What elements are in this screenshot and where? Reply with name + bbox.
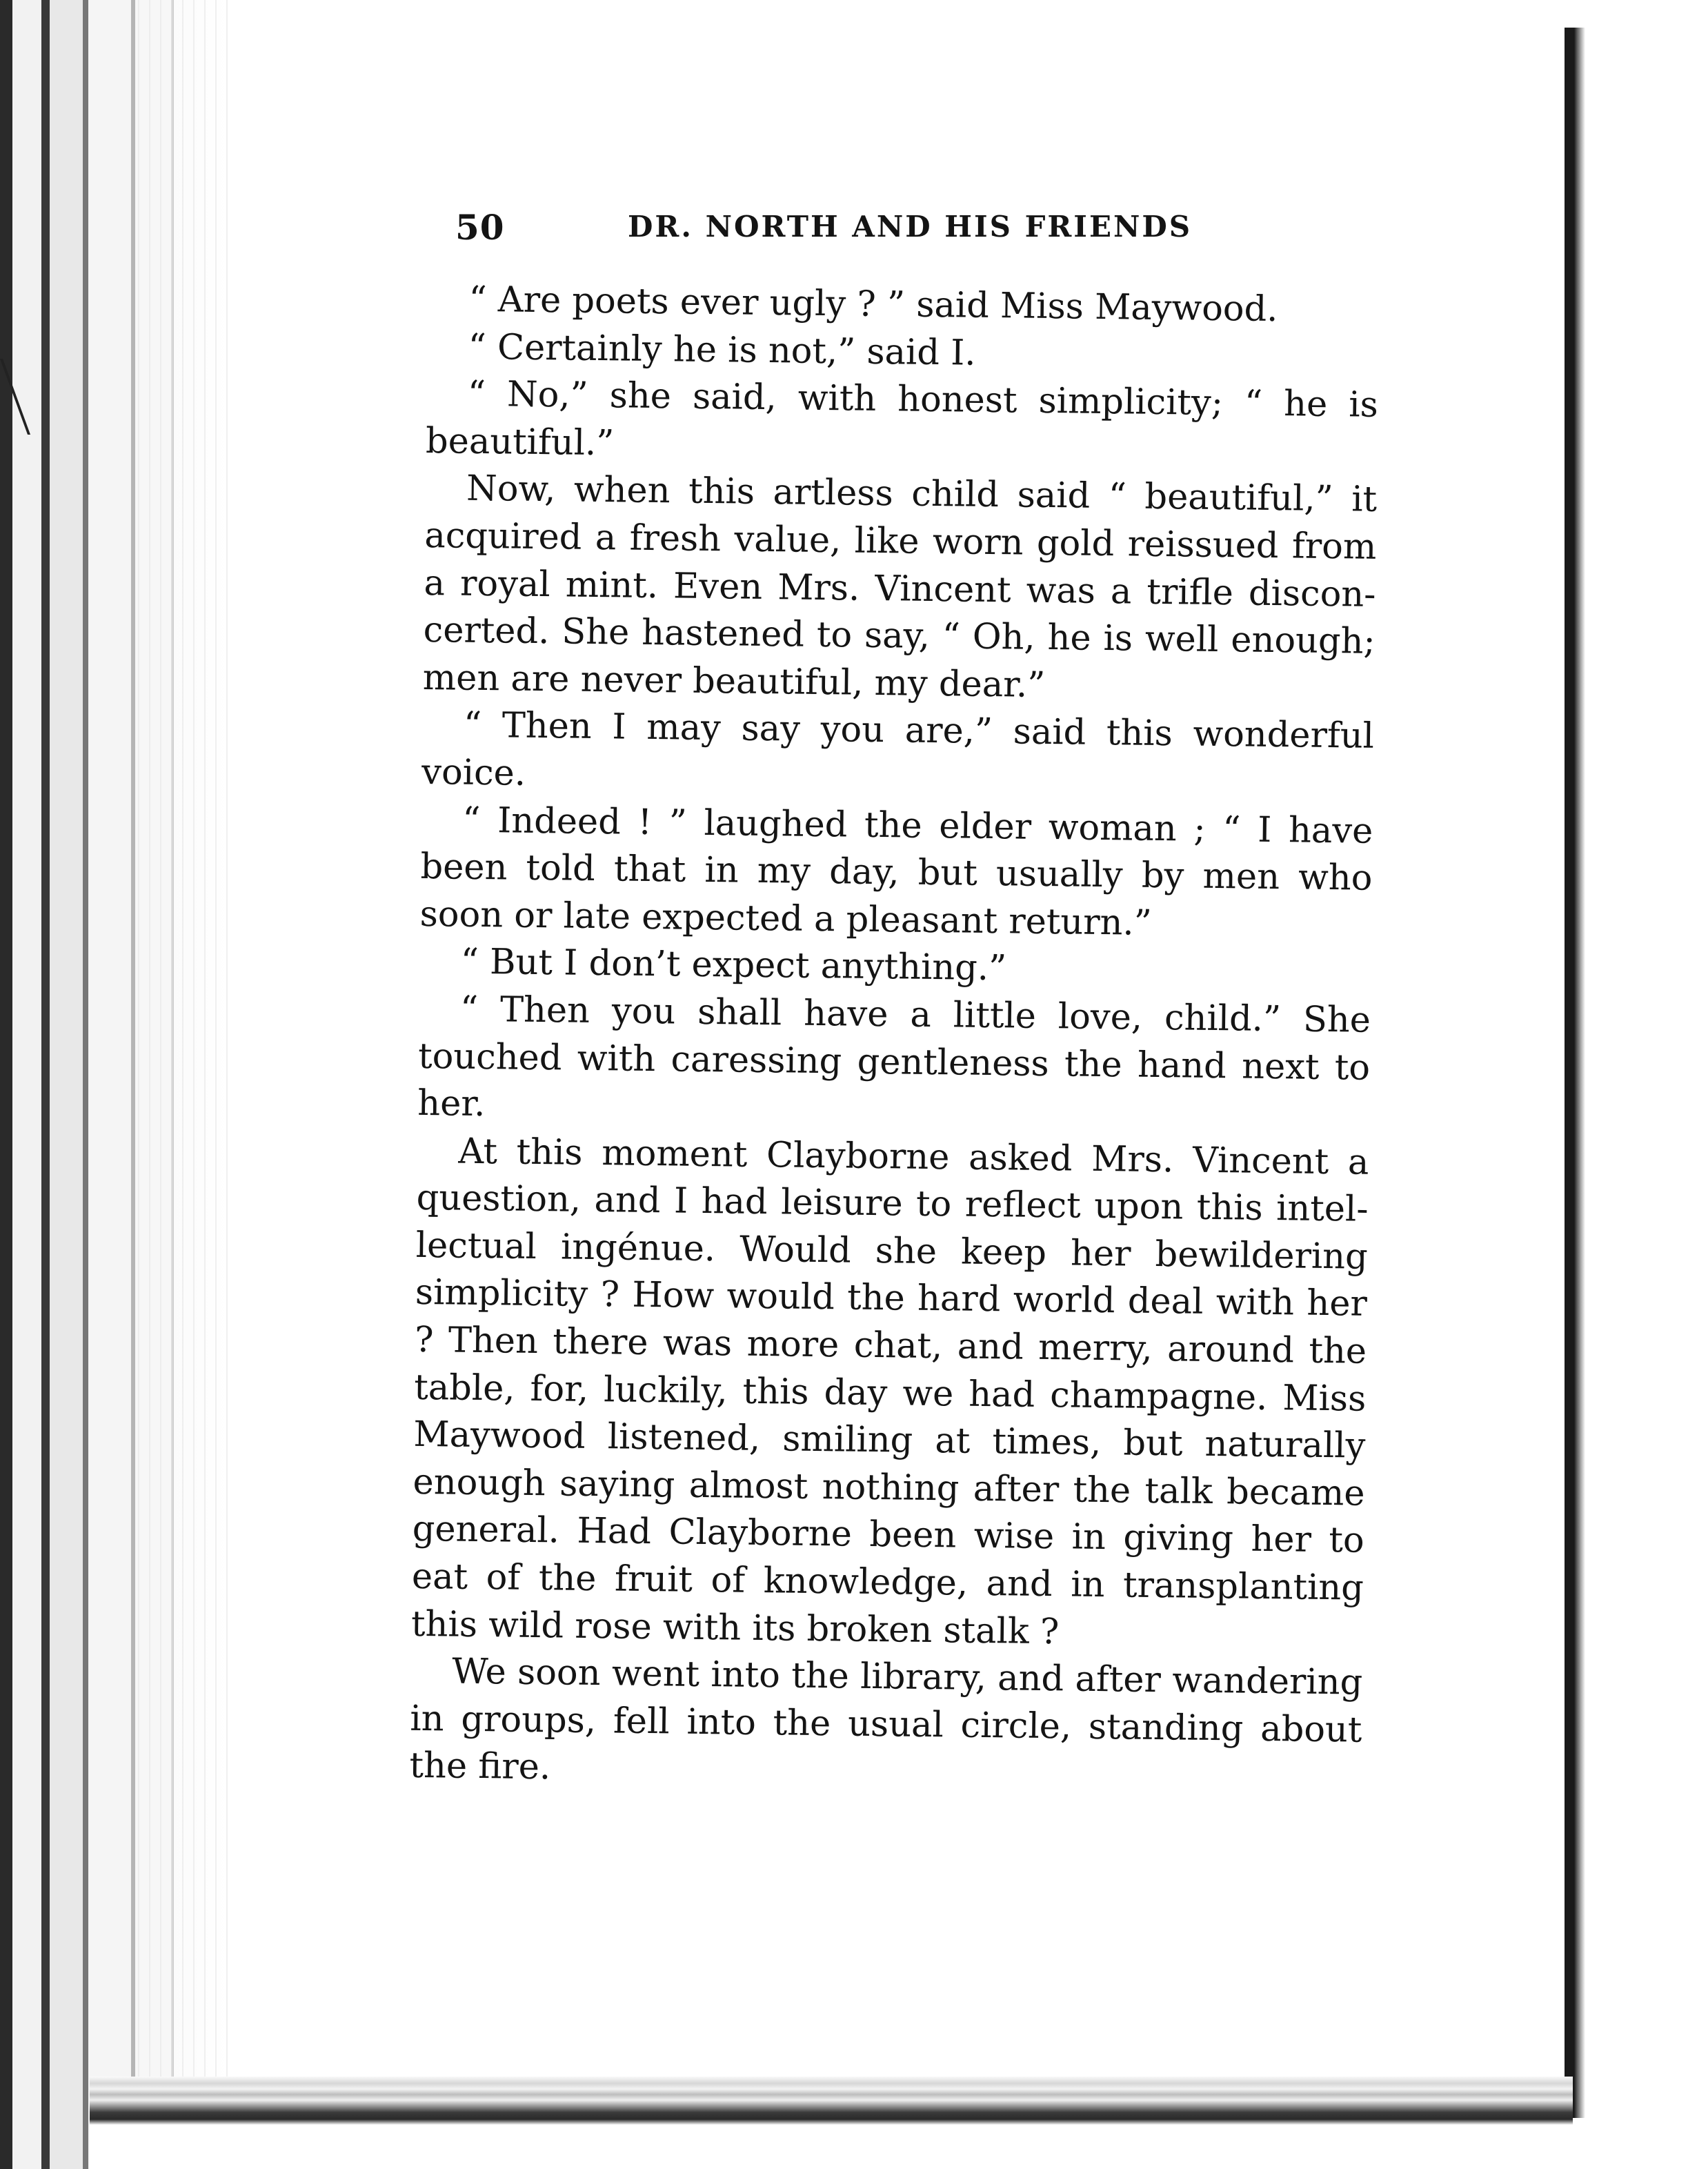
body-text — [409, 276, 1380, 1802]
paragraph: “ But I don’t expect anything.” — [460, 941, 1007, 989]
paragraph: “ Certainly he is not,” said I. — [468, 326, 976, 374]
paragraph: “ No,” she said, with honest simplicity; “ he is beautiful.” — [425, 373, 1379, 464]
paragraph: “ Are poets ever ugly ? ” said Miss Maywood. — [468, 279, 1278, 330]
running-title: DR. NORTH AND HIS FRIENDS — [628, 210, 1193, 244]
page-header — [455, 207, 1207, 255]
paragraph: “ Indeed ! ” laughed the elder woman ; “ I have been told that in my day, but usually by men who soon or late expected a pleasant return.” — [419, 800, 1373, 944]
paragraph: At this moment Clayborne asked Mrs. Vincent a question, and I had leisure to reflect upon this intellectual ingénue. Would she keep her bewildering simplicity ? How would the hard world deal with her ? Then there was more chat, and merry, around the table, for, luckily, this day we had champagne. Miss Maywood listened, smiling at times, but naturally enough saying almost nothing after the talk became general. Had Clayborne been wise in giving her to eat of the fruit of knowledge, and in transplanting this wild rose with its broken stalk ? — [410, 1131, 1369, 1652]
paragraph: Now, when this artless child said “ beautiful,” it acquired a fresh value, like worn gold reissued from a royal mint. Even Mrs. Vincent was a trifle disconcerted. She hastened to say, “ Oh, he is well enough; men are never beautiful, my dear.” — [422, 468, 1378, 706]
page-right-edge — [1565, 28, 1585, 2118]
page-number: 50 — [455, 207, 505, 248]
paragraph: “ Then I may say you are,” said this wonderful voice. — [421, 705, 1375, 794]
paragraph: “ Then you shall have a little love, child.” She touched with caressing gentleness the hand next to her. — [417, 989, 1371, 1125]
book-binding-edge — [0, 0, 228, 2169]
page-bottom-edge — [90, 2077, 1573, 2169]
paragraph: We soon went into the library, and after wandering in groups, fell into the usual circle, standing about the fire. — [409, 1651, 1363, 1788]
